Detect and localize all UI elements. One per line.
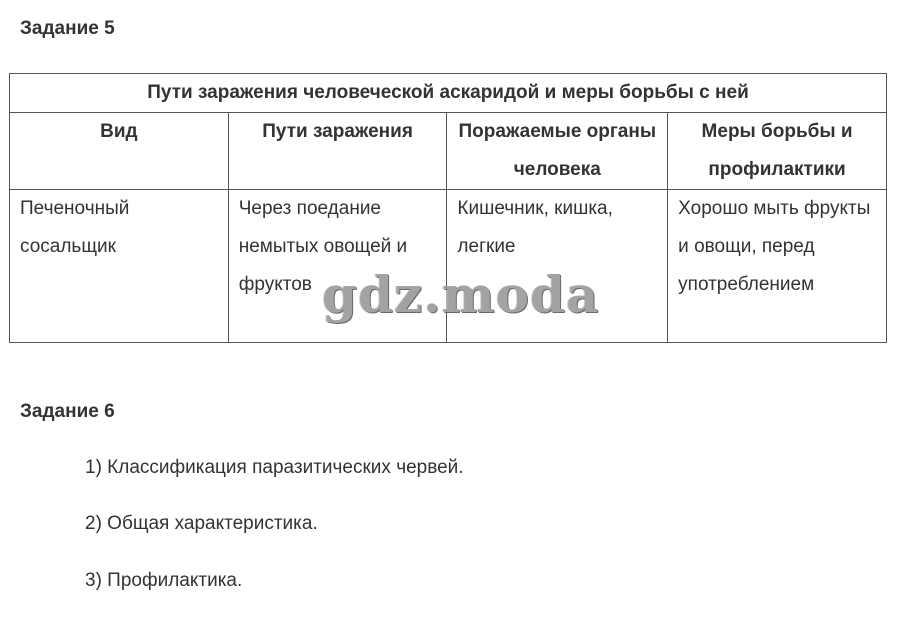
column-header-species: Вид [10, 113, 229, 190]
infection-table [9, 73, 887, 343]
plan-item-characteristics: 2) Общая характеристика. [85, 513, 318, 534]
table-caption: Пути заражения человеческой аскаридой и меры борьбы с ней [10, 74, 887, 113]
site-watermark: gdz.moda [322, 265, 600, 324]
task6-heading: Задание 6 [20, 401, 115, 422]
table-header-row [10, 113, 887, 190]
cell-species: Печеночный сосальщик [10, 190, 229, 343]
cell-infection-route: Через поедание немытых овощей и фруктов [228, 190, 447, 343]
table-caption-row [10, 74, 887, 113]
column-header-infection-routes: Пути заражения [228, 113, 447, 190]
column-header-prevention: Меры борьбы и профилактики [668, 113, 887, 190]
cell-affected-organs: Кишечник, кишка, легкие [447, 190, 668, 343]
column-header-affected-organs: Поражаемые органы человека [447, 113, 668, 190]
cell-prevention: Хорошо мыть фрукты и овощи, перед употреблением [668, 190, 887, 343]
plan-item-classification: 1) Классификация паразитических червей. [85, 457, 464, 478]
table-row [10, 190, 887, 343]
plan-item-prevention: 3) Профилактика. [85, 570, 243, 591]
task5-heading: Задание 5 [20, 18, 115, 39]
